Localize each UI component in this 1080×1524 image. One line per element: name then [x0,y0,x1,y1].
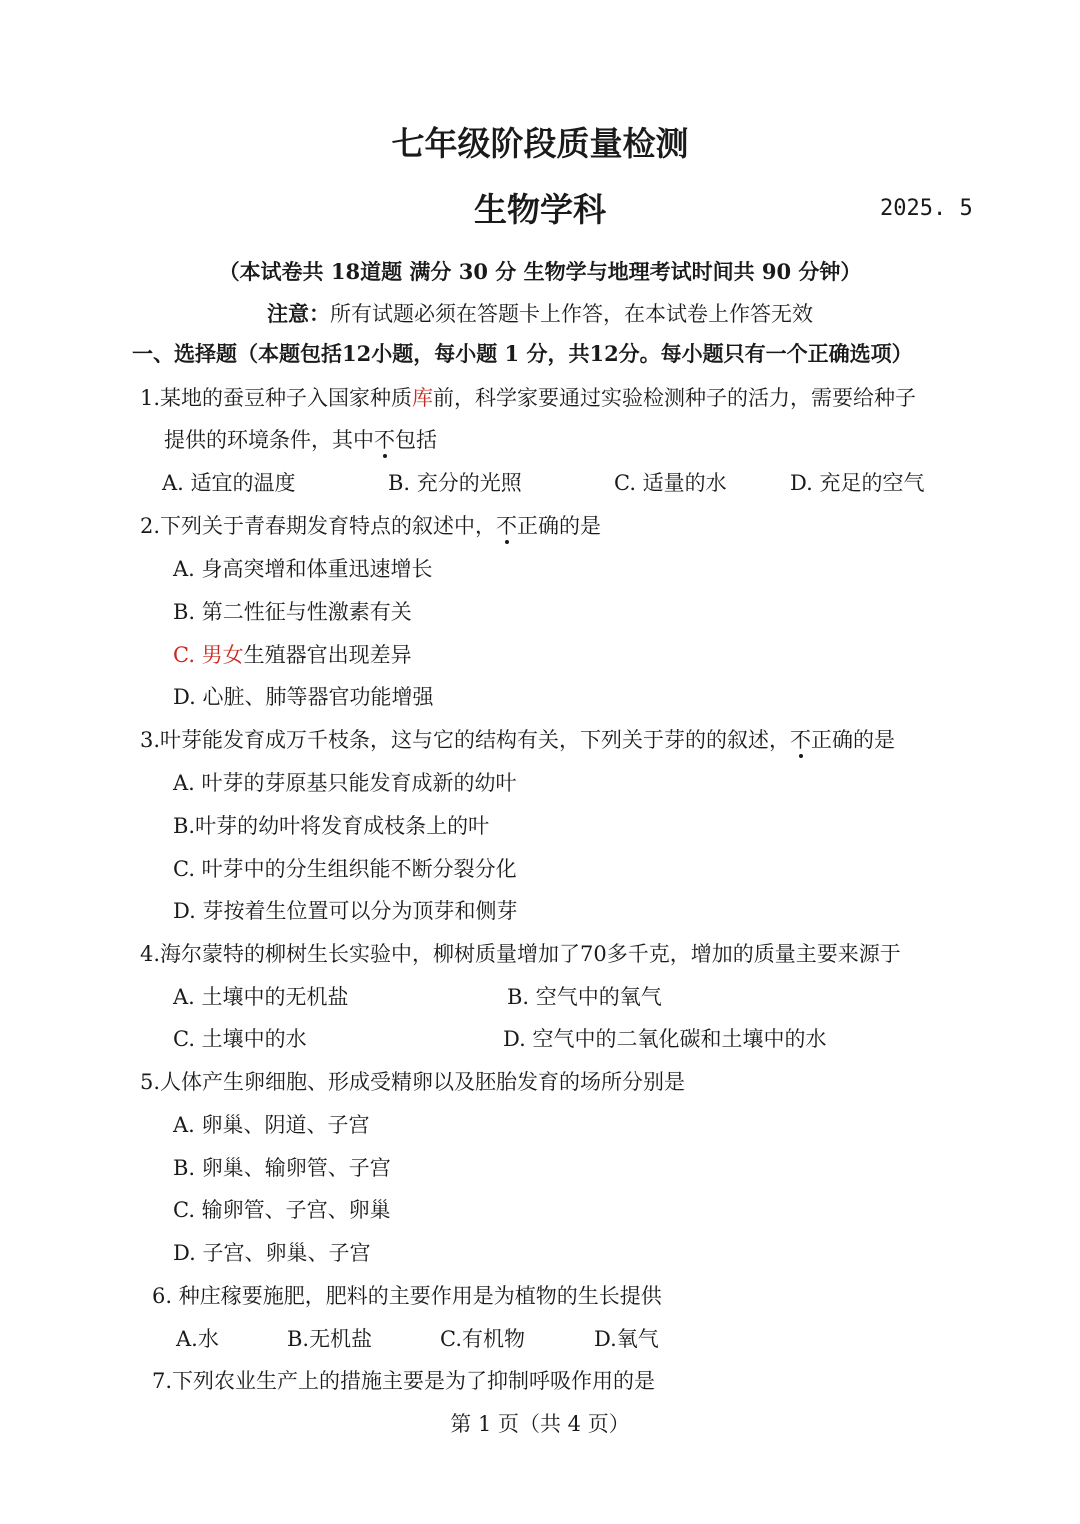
notice-label: 注意： [267,301,330,326]
q1-option-a: A. 适宜的温度 [162,471,296,495]
q4-option-d: D. 空气中的二氧化碳和土壤中的水 [503,1027,827,1051]
emphasis-mark: 不 [496,514,518,538]
q1-stem-part: 包括 [395,428,437,452]
q3-option-b: B.叶芽的幼叶将发育成枝条上的叶 [173,814,490,838]
section-heading: 一、选择题（本题包括12小题，每小题 1 分，共12分。每小题只有一个正确选项） [132,341,913,366]
exam-info: （本试卷共 18道题 满分 30 分 生物学与地理考试时间共 90 分钟） [218,259,862,284]
q1-option-c: C. 适量的水 [614,471,727,495]
subject-title: 生物学科 [474,190,606,229]
q2-stem-part: 正确的是 [517,514,602,538]
q3-option-c: C. 叶芽中的分生组织能不断分裂分化 [173,857,517,881]
q1-stem [140,382,916,412]
q5-option-a: A. 卵巢、阴道、子宫 [173,1113,370,1137]
emphasis-mark: 不 [374,428,395,452]
q5-option-c: C. 输卵管、子宫、卵巢 [173,1198,391,1222]
page-title: 七年级阶段质量检测 [391,124,689,163]
q1-stem-part: 提供的环境条件，其中 [164,428,374,452]
q5-option-b: B. 卵巢、输卵管、子宫 [173,1156,391,1180]
q7-stem: 7.下列农业生产上的措施主要是为了抑制呼吸作用的是 [152,1369,656,1393]
q1-stem-part: 1.某地的蚕豆种子入国家种质 [140,386,413,410]
q5-option-d: D. 子宫、卵巢、子宫 [173,1241,371,1265]
q1-stem-red: 库 [412,386,434,410]
q2-option-a: A. 身高突增和体重迅速增长 [173,557,433,581]
q6-option-d: D.氧气 [594,1327,659,1351]
q2-option-b: B. 第二性征与性激素有关 [173,600,412,624]
q2-option-c-text: 生殖器官出现差异 [243,643,412,667]
q3-stem [140,724,895,754]
q1-option-b: B. 充分的光照 [388,471,522,495]
q4-option-a: A. 土壤中的无机盐 [173,985,349,1009]
q6-stem: 6. 种庄稼要施肥，肥料的主要作用是为植物的生长提供 [152,1284,662,1308]
q2-stem-part: 2.下列关于青春期发育特点的叙述中， [140,514,497,538]
q6-option-b: B.无机盐 [287,1327,373,1351]
page-number: 第 1 页（共 4 页） [450,1412,630,1436]
q2-stem [140,510,601,540]
q4-option-b: B. 空气中的氧气 [507,985,662,1009]
q1-stem-part: 前，科学家要通过实验检测种子的活力，需要给种子 [433,386,917,410]
q2-option-c [173,639,412,669]
q1-stem-line2 [164,424,437,454]
q1-option-d: D. 充足的空气 [790,471,925,495]
q3-stem-part: 3.叶芽能发育成万千枝条，这与它的结构有关，下列关于芽的的叙述， [140,728,791,752]
q2-option-d: D. 心脏、肺等器官功能增强 [173,685,434,709]
emphasis-mark: 不 [790,728,812,752]
exam-date: 2025. 5 [880,196,973,221]
q4-stem: 4.海尔蒙特的柳树生长实验中，柳树质量增加了70多千克，增加的质量主要来源于 [140,942,901,966]
q4-option-c: C. 土壤中的水 [173,1027,307,1051]
q6-option-a: A.水 [176,1327,219,1351]
notice-text: 所有试题必须在答题卡上作答，在本试卷上作答无效 [330,302,813,326]
q3-stem-part: 正确的是 [811,728,896,752]
q5-stem: 5.人体产生卵细胞、形成受精卵以及胚胎发育的场所分别是 [140,1070,686,1094]
notice [0,298,1080,328]
q6-option-c: C.有机物 [440,1327,525,1351]
q2-option-c-red: C. 男女 [173,643,244,667]
q3-option-a: A. 叶芽的芽原基只能发育成新的幼叶 [173,771,517,795]
q3-option-d: D. 芽按着生位置可以分为顶芽和侧芽 [173,899,518,923]
